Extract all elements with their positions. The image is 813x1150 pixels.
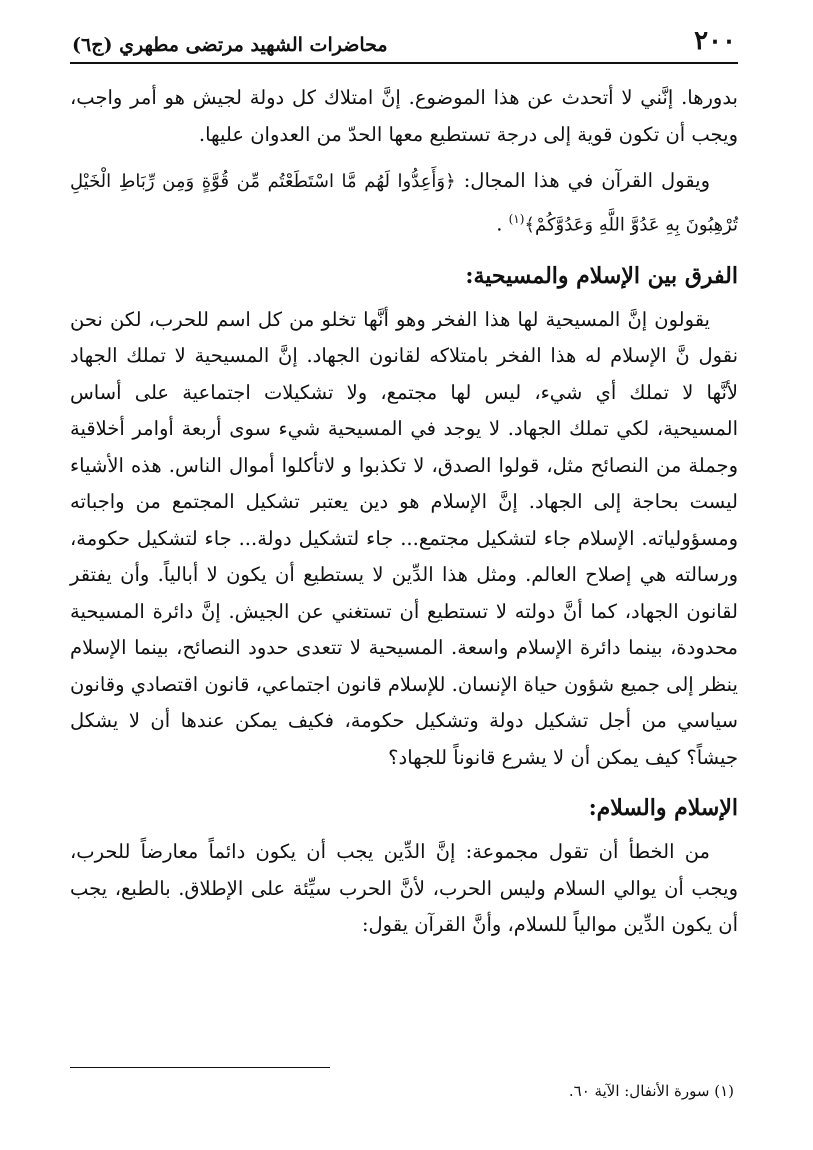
paragraph-3: يقولون إنَّ المسيحية لها هذا الفخر وهو أنَّها تخلو من كل اسم للحرب، لكن نحن نقول نَّ الإسلام له هذا الفخر بامتلاكه لقانون الجهاد. إنَّ المسيحية لا تملك الجهاد لأنَّها لا تملك أي شيء، ليس لها مجتمع، ولا تشكيلات اجتماعية على أساس المسيحية، لكي تملك الجهاد. لا يوجد في المسيحية شيء سوى أربعة أوامر أخلاقية وجملة من النصائح مثل، قولوا الصدق، لا تكذبوا و لاتأكلوا أموال الناس. هذه الأشياء ليست بحاجة إلى الجهاد. إنَّ الإسلام هو دين يعتبر تشكيل المجتمع من واجباته ومسؤولياته. الإسلام جاء لتشكيل مجتمع... جاء لتشكيل دولة... جاء لتشكيل حكومة، ورسالته هي إصلاح العالم. ومثل هذا الدِّين لا يستطيع أن يكون لا أبالياً. وأن يفتقر لقانون الجهاد، كما أنَّ دولته لا تستطيع أن تستغني عن الجيش. إنَّ دائرة المسيحية محدودة، بينما دائرة الإسلام واسعة. المسيحية لا تتعدى حدود النصائح، بينما الإسلام ينظر إلى جميع شؤون حياة الإنسان. للإسلام قانون اجتماعي، قانون اقتصادي وقانون سياسي من أجل تشكيل دولة وتشكيل حكومة، فكيف يمكن عندها أن لا يشكل جيشاً؟ كيف يمكن أن لا يشرع قانوناً للجهاد؟ xyxy=(70,307,738,769)
footnote-divider xyxy=(70,1067,330,1068)
footnote-reference: (١) xyxy=(508,211,525,226)
section-heading-islam-peace: الإسلام والسلام: xyxy=(588,795,738,821)
quran-verse: ﴿وَأَعِدُّوا لَهُم مَّا اسْتَطَعْتُم مِّن قُوَّةٍ وَمِن رِّبَاطِ الْخَيْلِ تُرْهِبُونَ بِهِ عَدُوَّ اللَّهِ وَعَدُوَّكُمْ﴾ xyxy=(70,171,738,235)
quran-intro: ويقول القرآن في هذا المجال: xyxy=(455,169,710,192)
paragraph-4: من الخطأ أن تقول مجموعة: إنَّ الدِّين يجب أن يكون دائماً معارضاً للحرب، ويجب أن يوالي السلام وليس الحرب، لأنَّ الحرب سيِّئة على الإطلاق. بالطبع، يجب أن يكون الدِّين موالياً للسلام، وأنَّ القرآن يقول: xyxy=(70,840,738,936)
paragraph-2-end: . xyxy=(496,212,503,235)
paragraph-1: بدورها. إنَّني لا أتحدث عن هذا الموضوع. إنَّ امتلاك كل دولة لجيش هو أمر واجب، ويجب أن تكون قوية إلى درجة تستطيع معها الحدّ من العدوان عليها. xyxy=(70,86,738,146)
page-number: ٢٠٠ xyxy=(694,26,736,56)
running-title: محاضرات الشهيد مرتضى مطهري (ج٦) xyxy=(72,34,388,56)
paragraph-2 xyxy=(70,163,738,244)
book-page xyxy=(70,22,738,1132)
page-header xyxy=(70,22,738,64)
section-heading-difference: الفرق بين الإسلام والمسيحية: xyxy=(465,262,738,289)
footnote: (١) سورة الأنفال: الآية ٦٠. xyxy=(568,1082,734,1100)
